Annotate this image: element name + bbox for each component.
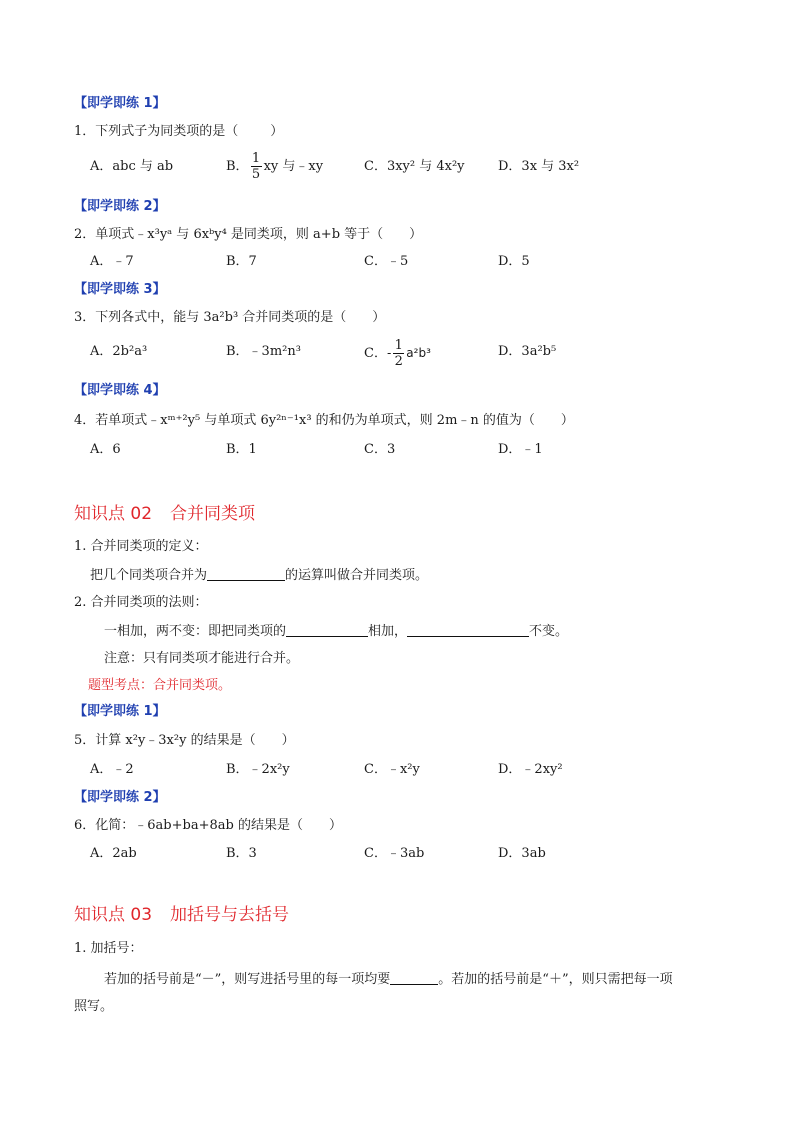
practice-tag: 【即学即练 4】 [74, 383, 166, 398]
fraction: $\frac{1}{2}$ [394, 338, 403, 369]
q2-option-a: A．﹣7 [90, 254, 134, 269]
exam-point: 题型考点：合并同类项。 [88, 678, 232, 693]
definition-text: 把几个同类项合并为 的运算叫做合并同类项。 [90, 568, 429, 583]
q6-option-c: C．﹣3ab [364, 846, 425, 861]
q3-option-c: C．- $\frac{1}{2}$ a²b³ [364, 338, 431, 369]
fraction: $\frac{1}{5}$ [251, 151, 261, 182]
question-5-stem: 5．计算 x²y﹣3x²y 的结果是（ ） [74, 733, 295, 748]
q2-option-c: C．﹣5 [364, 254, 409, 269]
practice-tag: 【即学即练 2】 [74, 790, 166, 805]
q5-option-c: C．﹣x²y [364, 762, 420, 777]
q6-option-d: D．3ab [498, 846, 546, 861]
practice-tag: 【即学即练 1】 [74, 704, 166, 719]
q1-option-c: C．3xy² 与 4x²y [364, 159, 465, 174]
section-heading-02: 知识点 02 合并同类项 [74, 504, 256, 524]
rule-text: 一相加，两不变：即把同类项的 相加， 不变。 [104, 624, 569, 639]
q3-option-d: D．3a²b⁵ [498, 344, 557, 359]
q1-option-d: D．3x 与 3x² [498, 159, 580, 174]
fill-blank [286, 622, 368, 637]
question-4-stem: 4．若单项式﹣xᵐ⁺²y⁵ 与单项式 6y²ⁿ⁻¹x³ 的和仍为单项式，则 2m﹣n 的值为（ ） [74, 413, 574, 428]
question-1-stem: 1．下列式子为同类项的是（ ） [74, 124, 284, 139]
question-6-stem: 6．化简：﹣6ab+ba+8ab 的结果是（ ） [74, 818, 342, 833]
q5-option-d: D．﹣2xy² [498, 762, 563, 777]
rule-title: 2. 合并同类项的法则： [74, 595, 208, 610]
practice-tag: 【即学即练 3】 [74, 282, 166, 297]
note-text: 注意：只有同类项才能进行合并。 [104, 651, 300, 666]
fill-blank [390, 970, 438, 985]
q4-option-a: A．6 [90, 442, 121, 457]
q4-option-c: C．3 [364, 442, 396, 457]
q5-option-a: A．﹣2 [90, 762, 134, 777]
add-brackets-text: 若加的括号前是“－”，则写进括号里的每一项均要 。若加的括号前是“＋”，则只需把每一项 [104, 972, 673, 987]
q3-option-b: B．﹣3m²n³ [226, 344, 301, 359]
question-3-stem: 3．下列各式中，能与 3a²b³ 合并同类项的是（ ） [74, 310, 386, 325]
q3-option-a: A．2b²a³ [90, 344, 148, 359]
q6-option-b: B．3 [226, 846, 257, 861]
q1-option-a: A．abc 与 ab [90, 159, 174, 174]
section-heading-03: 知识点 03 加括号与去括号 [74, 905, 290, 925]
q2-option-b: B．7 [226, 254, 257, 269]
question-2-stem: 2．单项式﹣x³yᵃ 与 6xᵇy⁴ 是同类项，则 a+b 等于（ ） [74, 227, 423, 242]
add-brackets-text-continued: 照写。 [74, 999, 114, 1014]
definition-title: 1. 合并同类项的定义： [74, 539, 208, 554]
q1-option-b: B． $\frac{1}{5}$ xy 与﹣xy [226, 151, 324, 182]
q4-option-d: D．﹣1 [498, 442, 543, 457]
fill-blank [207, 566, 285, 581]
add-brackets-title: 1. 加括号： [74, 941, 143, 956]
q6-option-a: A．2ab [90, 846, 137, 861]
practice-tag: 【即学即练 2】 [74, 199, 166, 214]
q2-option-d: D．5 [498, 254, 530, 269]
fill-blank [407, 622, 529, 637]
practice-tag: 【即学即练 1】 [74, 96, 166, 111]
q4-option-b: B．1 [226, 442, 257, 457]
q5-option-b: B．﹣2x²y [226, 762, 290, 777]
